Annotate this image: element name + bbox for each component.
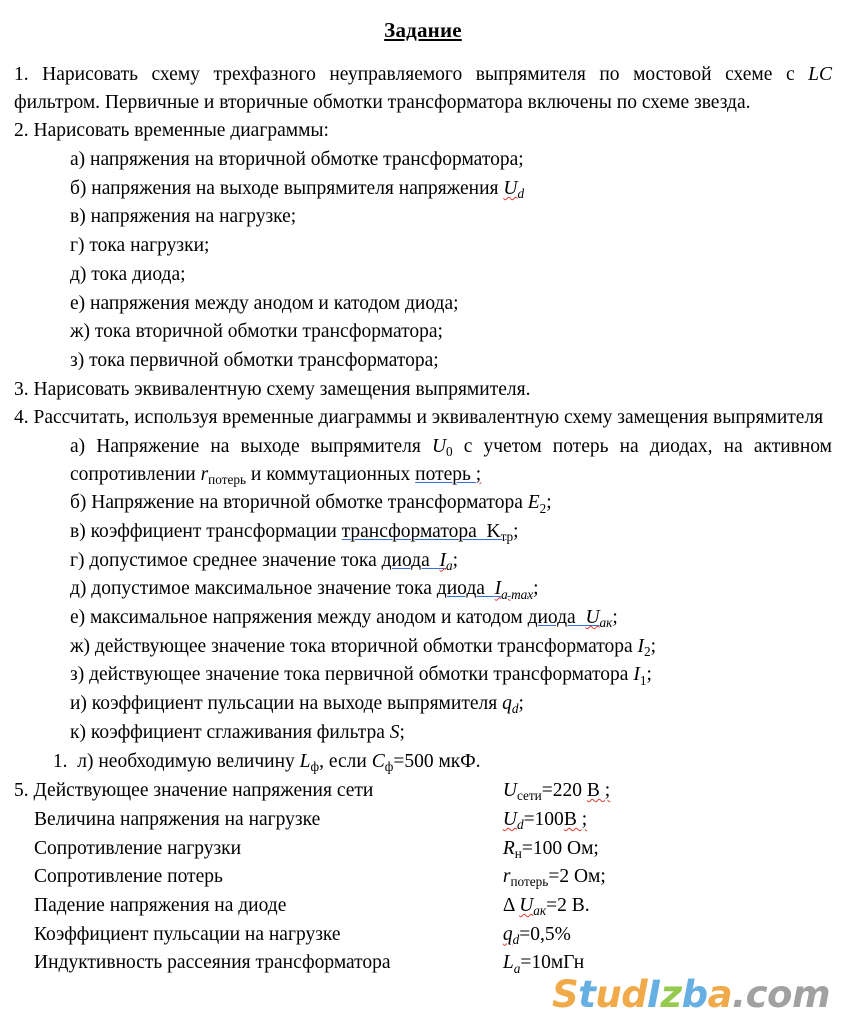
task-item-4i: и) коэффициент пульсации на выходе выпрямителя $q_d$; — [70, 693, 524, 717]
parameter-value: $q_d=0,5\%$ — [502, 923, 571, 947]
document-page — [0, 18, 846, 1018]
task-item-4e: е) максимальное напряжения между анодом и катодом диода $U_{ак}$; — [70, 607, 618, 631]
task-item-4d: д) допустимое максимальное значение тока диода $I_{а max}$; — [70, 578, 539, 602]
task-item-3: 3. Нарисовать эквивалентную схему замещения выпрямителя. — [14, 378, 531, 400]
parameter-value: $r_{потерь}=2$ Ом; — [502, 866, 606, 890]
task-item-2v: в) напряжения на нагрузке; — [70, 206, 297, 228]
task-item-2zh: ж) тока вторичной обмотки трансформатора; — [70, 321, 443, 343]
parameters-table — [14, 777, 832, 978]
table-row — [14, 835, 832, 864]
task-item-2d: д) тока диода; — [70, 263, 186, 285]
parameter-value: $U_{сети}=220$ В ; — [502, 780, 611, 804]
task-item-2g: г) тока нагрузки; — [70, 235, 210, 257]
parameter-value: Δ $U_{ак}=2$ В. — [502, 894, 590, 919]
table-row — [14, 806, 832, 835]
parameter-label: Коэффициент пульсации на нагрузке — [34, 923, 341, 945]
task-item-2e: е) напряжения между анодом и катодом диода; — [70, 292, 459, 314]
parameter-value: $U_d=100В$ ; — [502, 808, 588, 833]
task-item-4: 4. Рассчитать, используя временные диаграммы и эквивалентную схему замещения выпрямителя — [14, 407, 824, 429]
task-item-2b: б) напряжения на выходе выпрямителя напряжения $U_d$ — [70, 177, 525, 201]
parameter-label: Падение напряжения на диоде — [34, 894, 287, 916]
table-row — [14, 777, 832, 806]
page-title: Задание — [384, 18, 462, 42]
parameter-label: Величина напряжения на нагрузке — [34, 808, 321, 830]
task-item-4k: к) коэффициент сглаживания фильтра S; — [70, 721, 405, 743]
task-item-4v: в) коэффициент трансформации трансформатора $K_{тр}$; — [70, 521, 519, 545]
watermark: StudIzba.com — [552, 973, 830, 1016]
task-item-4zh: ж) действующее значение тока вторичной обмотки трансформатора $I_2$; — [70, 635, 657, 659]
parameter-label: Сопротивление нагрузки — [34, 837, 242, 859]
parameter-value: $L_a=10мГн$ — [502, 952, 585, 976]
task-item-4g: г) допустимое среднее значение тока диода $I_а$; — [70, 549, 459, 573]
table-row — [14, 863, 832, 892]
task-item-4l: 1. л) необходимую величину $L_ф$, если $C_ф=500$ мкФ. — [48, 750, 481, 774]
task-item-1: 1. Нарисовать схему трехфазного неуправляемого выпрямителя по мостовой схеме с LC фильтром. Первичные и вторичные обмотки трансформатора включены по схеме звезда. — [14, 64, 832, 113]
task-item-2: 2. Нарисовать временные диаграммы: — [14, 120, 329, 142]
parameter-label: Сопротивление потерь — [34, 866, 223, 888]
task-item-2z: з) тока первичной обмотки трансформатора; — [70, 349, 439, 371]
table-row — [14, 892, 832, 921]
task-item-4b: б) Напряжение на вторичной обмотке трансформатора $E_2$; — [70, 492, 552, 516]
task-item-4a: а) Напряжение на выходе выпрямителя $U_0$ с учетом потерь на диодах, на активном сопротивлении $r_{потерь}$ и коммутационных потерь ; — [70, 435, 833, 487]
document-body — [0, 61, 846, 978]
parameter-label: Индуктивность рассеяния трансформатора — [34, 952, 391, 974]
parameter-value: $R_н=100$ Ом; — [502, 837, 599, 861]
parameter-label: 5. Действующее значение напряжения сети — [14, 780, 374, 802]
table-row — [14, 921, 832, 950]
task-item-4z: з) действующее значение тока первичной обмотки трансформатора $I_1$; — [70, 664, 652, 688]
task-item-2a: а) напряжения на вторичной обмотке трансформатора; — [70, 149, 524, 171]
